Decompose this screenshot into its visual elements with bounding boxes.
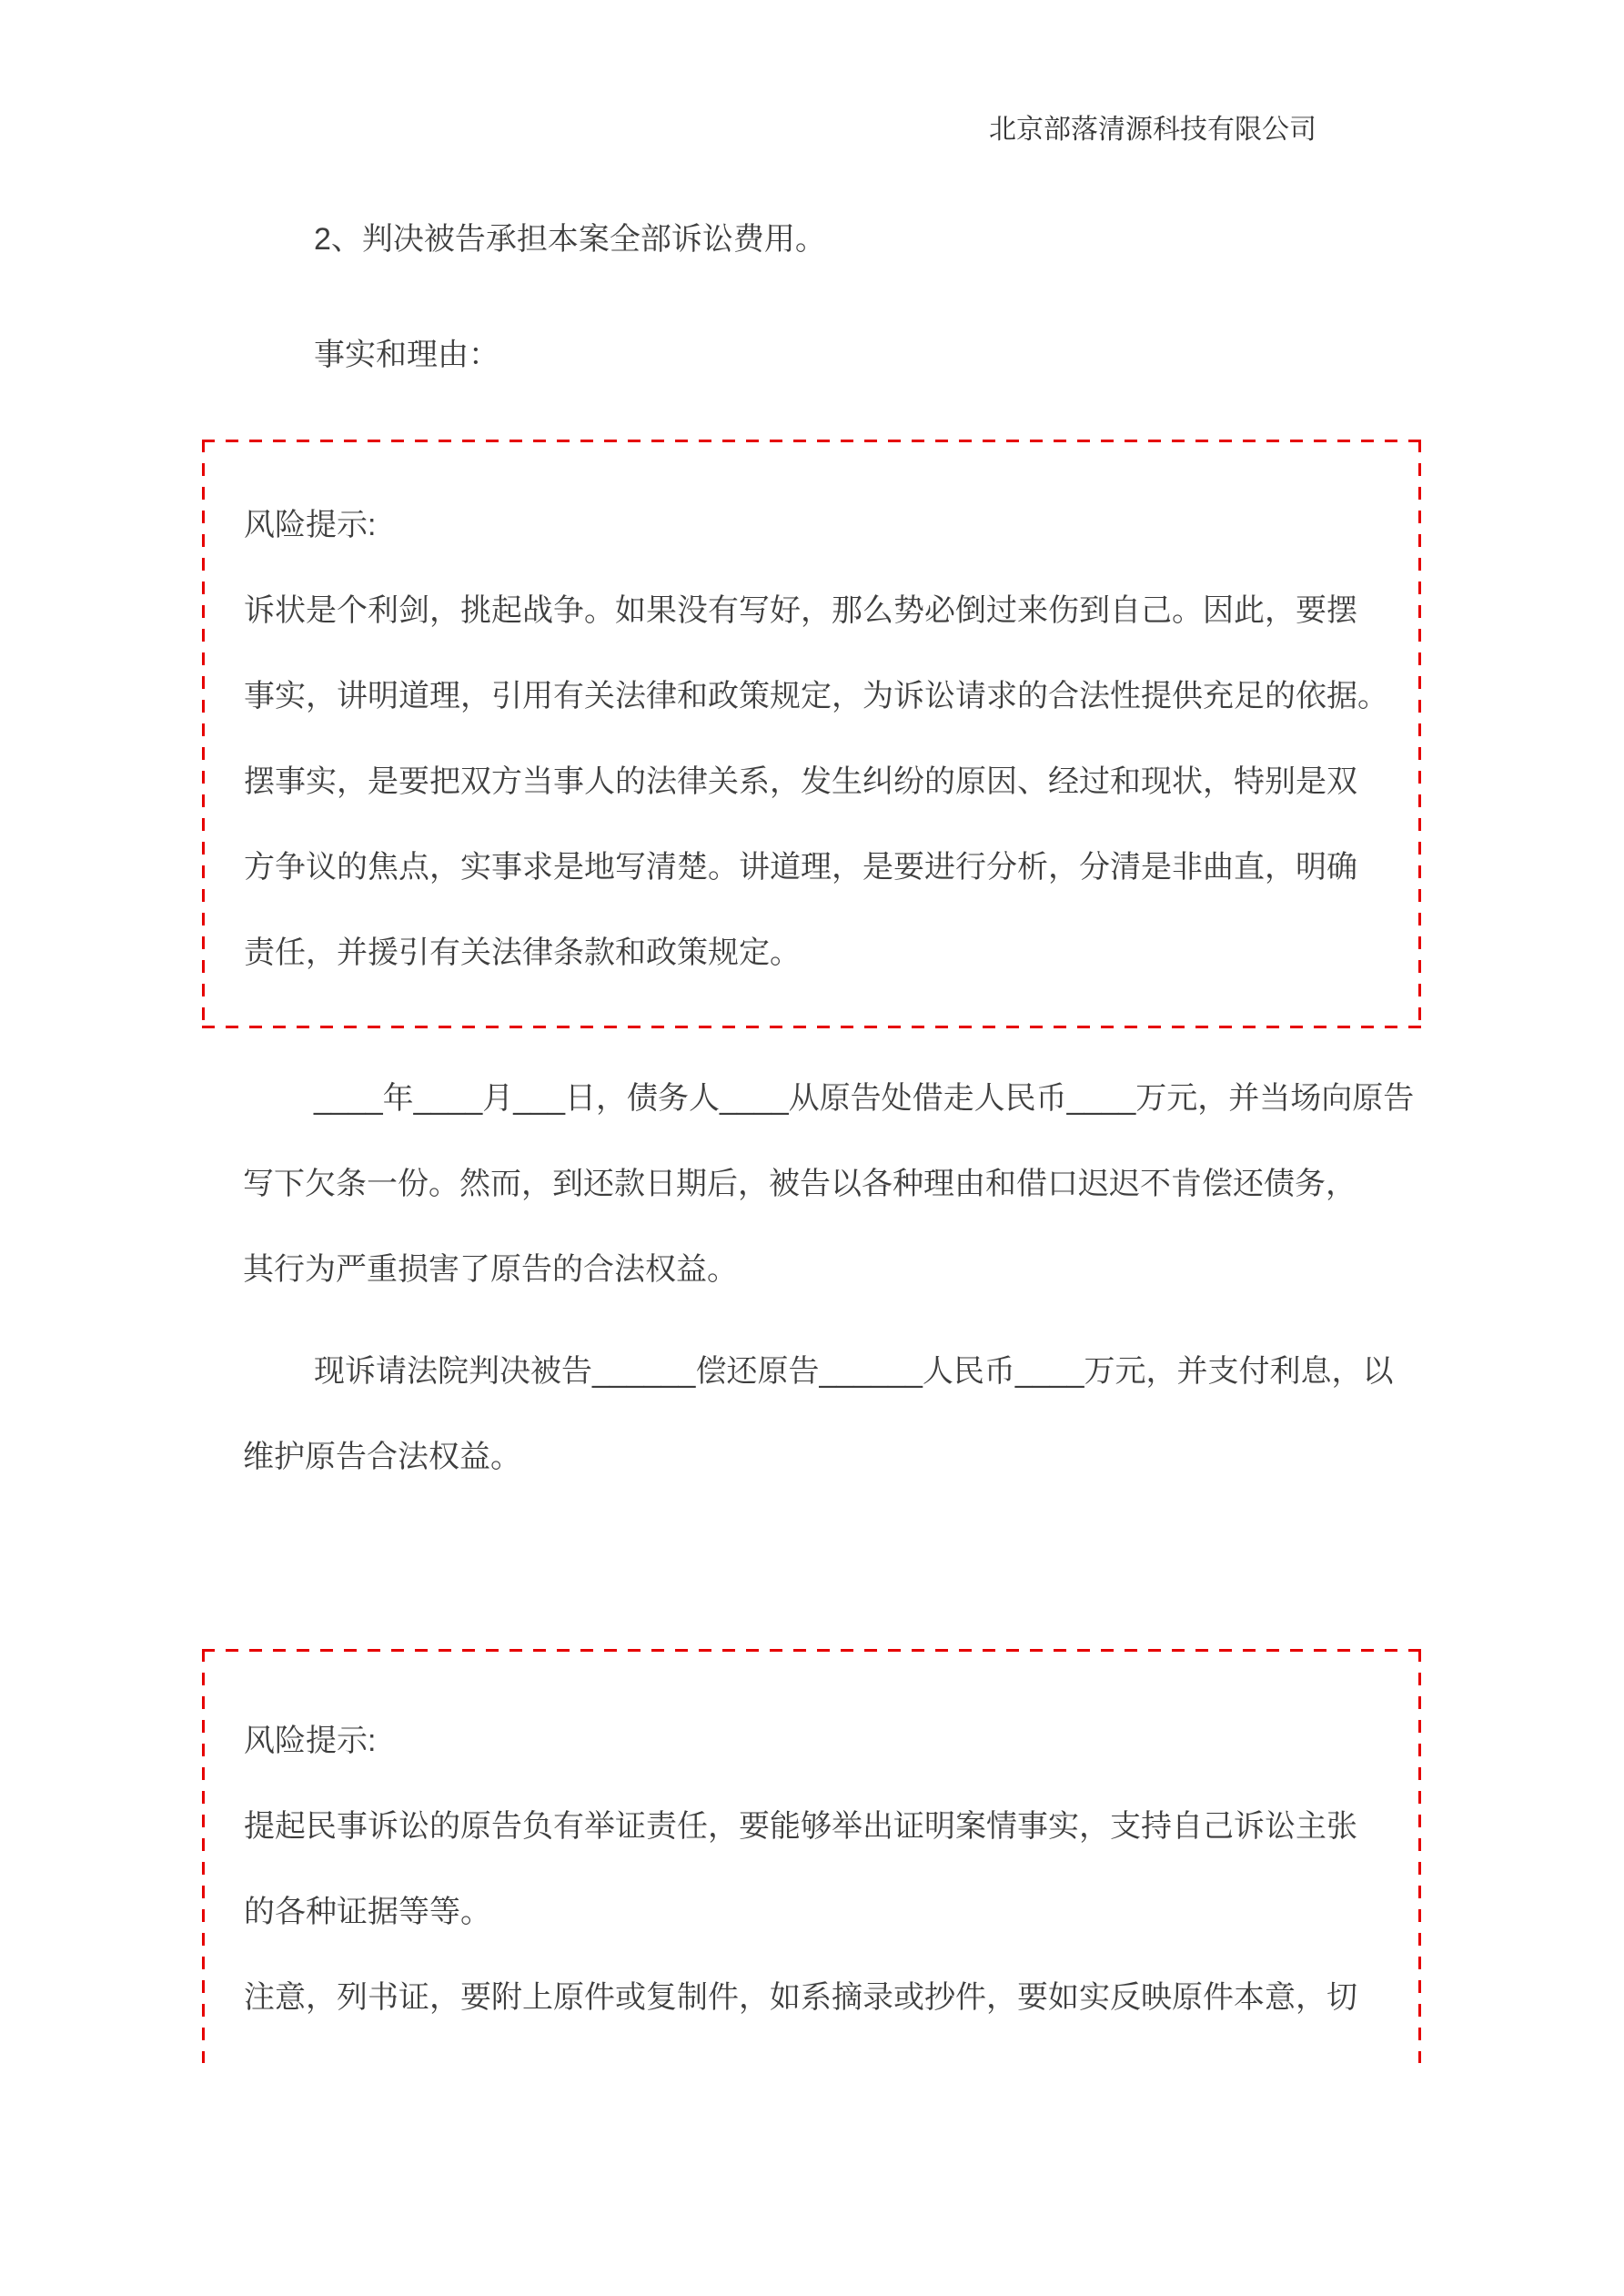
dashed-border-bottom bbox=[202, 1026, 1421, 1028]
risk-text-line: 事实，讲明道理，引用有关法律和政策规定，为诉讼请求的合法性提供充足的依据。 bbox=[244, 679, 1388, 713]
risk-box-2-content bbox=[244, 1698, 1379, 2040]
body-text-line: 其行为严重损害了原告的合法权益。 bbox=[243, 1252, 738, 1287]
claim-item-line: 2、判决被告承担本案全部诉讼费用。 bbox=[314, 222, 826, 257]
facts-paragraph bbox=[243, 1056, 1414, 1312]
dashed-border-right bbox=[1418, 440, 1421, 1028]
risk-box-1-content bbox=[244, 482, 1388, 996]
body-text-line: ____年____月___日，债务人____从原告处借走人民币____万元，并当场向原告 bbox=[314, 1081, 1415, 1116]
risk-box-title: 风险提示: bbox=[244, 1724, 377, 1758]
body-text-line: 现诉请法院判决被告______偿还原告______人民币____万元，并支付利息，以 bbox=[314, 1354, 1394, 1389]
risk-box-title: 风险提示: bbox=[244, 508, 377, 542]
risk-warning-box-1 bbox=[202, 440, 1421, 1028]
dashed-border-left bbox=[202, 1649, 205, 2063]
risk-text-line: 注意，列书证，要附上原件或复制件，如系摘录或抄件，要如实反映原件本意，切 bbox=[244, 1980, 1357, 2015]
dashed-border-top bbox=[202, 440, 1421, 442]
risk-text-line: 的各种证据等等。 bbox=[244, 1895, 491, 1929]
body-text-line: 写下欠条一份。然而，到还款日期后，被告以各种理由和借口迟迟不肯偿还债务， bbox=[243, 1167, 1357, 1201]
request-paragraph bbox=[243, 1329, 1394, 1500]
company-header: 北京部落清源科技有限公司 bbox=[989, 115, 1316, 145]
risk-text-line: 诉状是个利剑，挑起战争。如果没有写好，那么势必倒过来伤到自己。因此，要摆 bbox=[244, 593, 1357, 628]
risk-text-line: 提起民事诉讼的原告负有举证责任，要能够举出证明案情事实，支持自己诉讼主张 bbox=[244, 1809, 1357, 1844]
facts-and-reasons-heading: 事实和理由： bbox=[314, 338, 499, 372]
body-text-line: 维护原告合法权益。 bbox=[243, 1440, 521, 1474]
risk-warning-box-2 bbox=[202, 1649, 1421, 2063]
risk-text-line: 责任，并援引有关法律条款和政策规定。 bbox=[244, 936, 801, 970]
risk-text-line: 方争议的焦点，实事求是地写清楚。讲道理，是要进行分析，分清是非曲直，明确 bbox=[244, 850, 1357, 885]
dashed-border-left bbox=[202, 440, 205, 1028]
risk-text-line: 摆事实，是要把双方当事人的法律关系，发生纠纷的原因、经过和现状，特别是双 bbox=[244, 764, 1357, 799]
dashed-border-top bbox=[202, 1649, 1421, 1652]
dashed-border-right bbox=[1418, 1649, 1421, 2063]
